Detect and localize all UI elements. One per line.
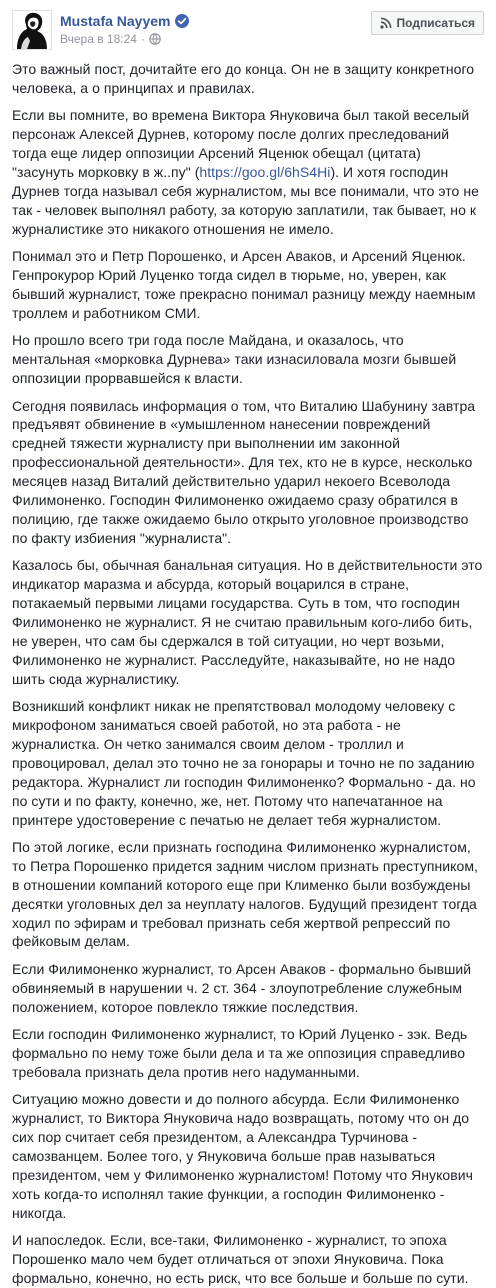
post-paragraph: Если Филимоненко журналист, то Арсен Аваков - формально бывший обвиняемый в нарушении ч. 2 ст. 364 - злоупотребление служебным положением, которое повлекло тяжкие последствия. <box>12 960 472 1015</box>
post-timestamp[interactable]: Вчера в 18:24 <box>60 32 137 46</box>
post-paragraph <box>12 106 484 238</box>
avatar-portrait <box>13 11 51 49</box>
post-header <box>12 10 484 60</box>
post-paragraph: И напоследок. Если, все-таки, Филимоненко - журналист, то эпоха Порошенко мало чем будет отличаться от эпохи Януковича. Пока формально, конечно, но есть риск, что все больше и больше по сути. <box>12 1232 469 1286</box>
paragraph-text: Если вы помните, во времена Виктора Януковича был такой веселый персонаж Алексей Дурнев, которому после долгих преследований тогда еще лидер оппозиции Арсений Яценюк обещал (цитата) "засунуть морковку в ж..пу" ( <box>12 107 470 181</box>
post-meta <box>60 32 189 46</box>
author-block <box>60 13 189 46</box>
post-paragraph: Сегодня появилась информация о том, что Виталию Шабунину завтра предъявят обвинение в «умышленном нанесении повреждений средней тяжести журналисту при выполнении им законной профессиональной деятельности». Для тех, кто не в курсе, несколько месяцев назад Виталий действительно ударил некоего Всеволода Филимоненко. Господин Филимоненко ожидаемо сразу обратился в полицию, где также ожидаемо было открыто уголовное производство по факту избиения "журналиста". <box>12 397 476 546</box>
post-paragraph: По этой логике, если признать господина Филимоненко журналистом, то Петра Порошенко придется задним числом признать преступником, в отношении компаний которого еще при Клименко были возбуждены десятки уголовных дел за неуплату налогов. Будущий президент тогда ходил по эфирам и требовал признать себя жертвой репрессий по фейковым делам. <box>12 838 478 950</box>
post-paragraph: Казалось бы, обычная банальная ситуация. Но в действительности это индикатор маразма и абсурда, который воцарился в стране, потакаемый первыми лицами государства. Суть в том, что господин Филимоненко не журналист. Я не считаю правильным кого-либо бить, не уверен, что сам бы сдержался в той ситуации, но черт возьми, Филимоненко не журналист. Расследуйте, наказывайте, но не надо шить сюда журналистику. <box>12 557 483 687</box>
subscribe-button[interactable] <box>371 11 484 35</box>
author-name[interactable]: Mustafa Nayyem <box>60 13 171 29</box>
post-paragraph: Ситуацию можно довести и до полного абсурда. Если Филимоненко журналист, то Виктора Януковича надо возвращать, потому что он до сих пор считает себя президентом, а Александра Турчинова - самозванцем. Более того, у Януковича больше прав называться президентом, чем у Филимоненко журналистом! Потому что Янукович хоть когда-то исполнял такие функции, а господин Филимоненко - никогда. <box>12 1091 473 1221</box>
subscribe-label: Подписаться <box>396 16 475 30</box>
avatar[interactable] <box>12 10 52 50</box>
post-paragraph: Возникший конфликт никак не препятствовал молодому человеку с микрофоном заниматься своей работой, но эта работа - не журналистка. Он четко занимался своим делом - троллил и провоцировал, делал это точно не за гонорары и точно не по заданию редактора. Журналист ли господин Филимоненко? Формально - да. но по сути и по факту, конечно, же, нет. Потому что напечатанное на принтере удостоверение с печатью не делает тебя журналистом. <box>12 698 476 828</box>
author-line <box>60 13 189 29</box>
post-paragraph: Понимал это и Петр Порошенко, и Арсен Аваков, и Арсений Яценюк. Генпрокурор Юрий Луценко тогда сидел в тюрьме, но, уверен, как бывший журналист, тоже прекрасно понимал разницу между наемным троллем и работником СМИ. <box>12 248 476 321</box>
paragraph-text: ). И хотя господин Дурнев тогда называл себя журналистом, мы все понимали, что это не так - человек выполнял работу, за которую заплатили, так бывает, но к журналистике это никакого отношения не имело. <box>12 164 479 237</box>
short-link[interactable]: https://goo.gl/6hS4Hi <box>199 164 331 181</box>
post-paragraph: Это важный пост, дочитайте его до конца. Он не в защиту конкретного человека, а о принципах и правилах. <box>12 61 475 96</box>
post-paragraph: Но прошло всего три года после Майдана, и оказалось, что ментальная «морковка Дурнева» таки изнасиловала мозги бывшей оппозиции прорвавшейся к власти. <box>12 332 457 387</box>
post-content <box>12 60 484 1288</box>
meta-separator: · <box>140 32 145 46</box>
rss-icon <box>380 17 392 29</box>
globe-icon[interactable] <box>149 33 161 45</box>
post-paragraph: Если господин Филимоненко журналист, то Юрий Луценко - зэк. Ведь формально по нему тоже были дела и та же оппозиция справедливо требовала признать дела против него надуманными. <box>12 1026 468 1080</box>
verified-badge-icon <box>175 14 189 28</box>
